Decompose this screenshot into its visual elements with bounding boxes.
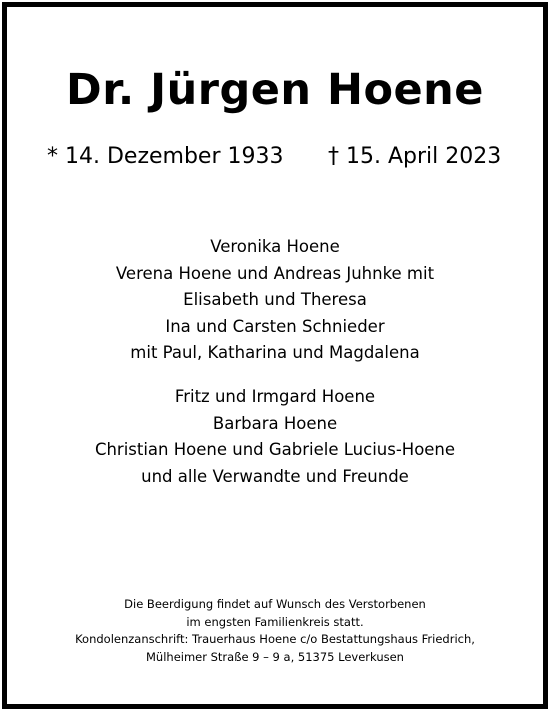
funeral-information: [0, 596, 550, 666]
mourner-line: Barbara Hoene: [212, 413, 338, 433]
mourner-line: Veronika Hoene: [210, 237, 340, 256]
deceased-name: Dr. Jürgen Hoene: [66, 65, 484, 115]
mourner-line: Elisabeth und Theresa: [183, 290, 367, 309]
mourner-line: Ina und Carsten Schnieder: [165, 316, 385, 336]
mourners-relatives-group: [0, 384, 550, 490]
footer-line: im engsten Familienkreis statt.: [186, 614, 364, 629]
mourners-family-group: [0, 234, 550, 367]
footer-line: Die Beerdigung findet auf Wunsch des Verstorbenen: [124, 597, 426, 611]
birth-date: * 14. Dezember 1933: [47, 144, 284, 169]
mourner-line: Christian Hoene und Gabriele Lucius-Hoene: [94, 440, 456, 459]
death-date: † 15. April 2023: [328, 144, 502, 169]
mourner-line: Fritz und Irmgard Hoene: [174, 387, 376, 406]
street-address-line: Mülheimer Straße 9 – 9 a, 51375 Leverkusen: [146, 649, 404, 664]
condolence-address-line: Kondolenzanschrift: Trauerhaus Hoene c/o Bestattungshaus Friedrich,: [75, 632, 475, 646]
mourner-line: mit Paul, Katharina und Magdalena: [130, 343, 420, 362]
mourner-line: Verena Hoene und Andreas Juhnke mit: [115, 263, 435, 283]
mourner-line: und alle Verwandte und Freunde: [141, 466, 409, 486]
